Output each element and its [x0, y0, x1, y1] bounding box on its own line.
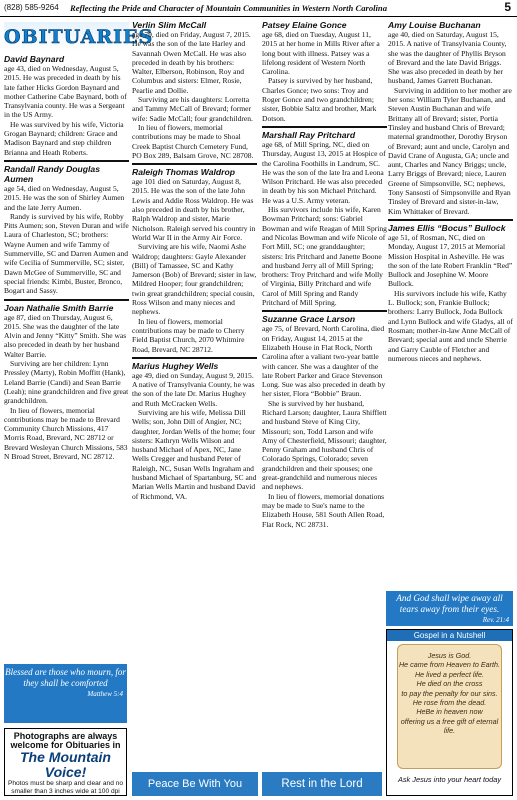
- obituary-paragraph: age 75, of Brevard, North Carolina, died on Friday, August 14, 2015 at the Elizabeth House in Flat Rock, North Carolina after a valiant two-year battle with cancer. She was a daughter of the late Robert Parker and Grace Stevenson Long. Sue was also preceded in death by her sister, Flora “Bobbie” Braun.: [262, 324, 386, 399]
- obituary-name: Raleigh Thomas Waldrop: [132, 167, 235, 178]
- blessed-verse-box: [4, 664, 127, 723]
- obituary-paragraph: His survivors include his wife, Karen Bowman Pritchard; sons: Gabriel Bowman and wife Reagan of Mill Spring and Nicolas Bowman and wife Nicole of Fort Mill, SC; one granddaughter; sisters: Iris Pritchard and Janette Boone and husband Jerry all of Mill Spring; brothers: Troy Pritchard and wife Molly of Virginia, Billy Pritchard and wife Carol of Mill Spring and Randy Pritchard of Mill Spring.: [262, 205, 387, 308]
- obituary-paragraph: He was survived by his wife, Victoria Grogan Baynard; children: Grace and Madison Baynard and step children Brianna and Heath Roberts.: [4, 119, 124, 157]
- obituary-name: Randall Randy Douglas Aumen: [4, 163, 100, 184]
- rest-banner: Rest in the Lord: [262, 772, 382, 796]
- gospel-scroll: [397, 644, 502, 769]
- header-tagline: Reflecting the Pride and Character of Mountain Communities in Western North Carolina: [70, 3, 387, 13]
- obituary-paragraph: age 43, died on Wednesday, August 5, 2015. He was preceded in death by his late father Hicks Gordon Baynard and mother Catherine Cabe Baynard, both of Transylvania county. He was a Sergeant in the US Army.: [4, 64, 127, 120]
- gospel-line: He lived a perfect life.: [414, 669, 485, 679]
- blessed-verse-ref: Matthew 5:4: [87, 690, 123, 698]
- obituary-divider: [388, 219, 513, 221]
- obituary-paragraph: age 51, of Rosman, NC, died on Monday, August 17, 2015 at Memorial Mission Hospital in Asheville. He was the son of the late Robert Franklin “Red” Bullock and Josephine W. Moore Bullock.: [388, 232, 513, 289]
- obituary-name: James Ellis “Bocus” Bullock: [388, 222, 506, 233]
- revelation-verse-box: [386, 591, 513, 626]
- obituary-paragraph: age 79, died on Friday, August 7, 2015. He was the son of the late Harley and Savannah Owen McCall. He was also preceded in death by his brothers: Walter, Elberson, Robinson, Roy and Columbus and sisters: Elmer, Rosie, Pearlie and Dollie.: [132, 30, 251, 95]
- photo-notice-box: [4, 728, 127, 796]
- obituary-divider: [132, 163, 257, 165]
- obituaries-masthead: OBITUARIES: [4, 22, 129, 52]
- obituary-paragraph: In lieu of flowers, memorial contributions may be made to Shoal Creek Baptist Church Cemetery Fund, PO Box 289, Balsam Grove, NC 28708.: [132, 122, 254, 160]
- gospel-footer: Ask Jesus into your heart today: [397, 775, 502, 784]
- obituary-paragraph: age 49, died on Sunday, August 9, 2015. A native of Transylvania County, he was the son of the late Dr. Marius Hughey and Ruth McCracken Wells.: [132, 370, 255, 408]
- gospel-title: Gospel in a Nutshell: [387, 630, 512, 641]
- obituary-paragraph: age 40, died on Saturday, August 15, 2015. A native of Transylvania County, she was the daughter of Phyllis Bryson of Brevard and the late David Briggs. She was also preceded in death by her husband, James Garrett Buchanan.: [388, 30, 507, 86]
- obituary-divider: [4, 160, 129, 162]
- obituary-paragraph: In lieu of flowers, memorial donations may be made to Sue's name to the Elizabeth House, 581 South Allen Road, Flat Rock, NC 28731.: [262, 491, 385, 529]
- obituary-paragraph: Randy is survived by his wife, Robby Pitts Aumen; son, Steven Duran and wife Laura of Charleston, SC; brothers: Wayne Aumen and wife Tammy of Summerville, SC and Darren Aumen and wife Cecilia of Summerville, SC; sister, Dawn McGee of Summerville, SC and special friends: Kimbi, Buster, Bronco, Bogart and Sassy.: [4, 211, 129, 296]
- column-1: [4, 18, 154, 461]
- revelation-verse-text: And God shall wipe away all tears away from their eyes.: [396, 593, 503, 614]
- column-3: [262, 18, 387, 770]
- gospel-line: HeBe in heaven now: [416, 707, 483, 717]
- blessed-verse-text: Blessed are those who mourn, for they shall be comforted: [5, 667, 126, 688]
- obituary-paragraph: His survivors include his wife, Kathy L. Bullock; son, Frankie Bullock; brothers: Larry Bullock, Joda Bullock and Lynn Bullock and wife Gladys, all of Rosman; mother-in-law Anne McCall of Brevard; special aunt and uncle Sherrie and Garry Cauble of Fletcher and numerous nieces and nephews.: [388, 288, 513, 363]
- obituary-name: Amy Louise Buchanan: [388, 20, 481, 30]
- obituary-paragraph: Surviving are his wife, Naomi Ashe Waldrop; daughters: Gayle Alexander (Bill) of Tamassee, SC and Kathy Jamerson (Bob) of Brevard; sister in law, Mildred Hooper; four grandchildren; twin great grandchildren; special cousin, Ross Wilson and many nieces and nephews.: [132, 242, 257, 317]
- page-number: 5: [504, 0, 511, 14]
- obituary-divider: [4, 299, 129, 301]
- obituary-paragraph: age 101 died on Saturday, August 8, 2015. He was the son of the late John Lewis and Addie Ross Waldrop. He was also preceded in death by his brother, Ralph Waldrop and sister, Marie Nicholson. Raleigh served his country in World War II in the Army Air Force.: [132, 177, 256, 242]
- obituary-name: Suzanne Grace Larson: [262, 314, 356, 325]
- obituary-divider: [262, 310, 387, 312]
- gospel-box: [386, 629, 513, 796]
- gospel-line: He died on the cross: [416, 679, 483, 689]
- gospel-line: He rose from the dead.: [412, 698, 487, 708]
- obituary-paragraph: age 54, died on Wednesday, August 5, 2015. He was the son of Shirley Aumen and the late Jerry Aumen.: [4, 183, 125, 212]
- obituary-paragraph: Surviving are his wife, Melissa Dill Wells; son, John Dill of Angier, NC; daughter, Jordan Wells of the home; four sisters: Kathryn Wells Wilson and husband Michael of Apex, NC, Jane Wells Cregger and husband Peter of Raleigh, NC, Susan Wells Ingraham and husband Michael of Spartanburg, SC and Marian Wells Martin and husband David of Richmond, VA.: [132, 407, 257, 501]
- gospel-line: to pay the penalty for our sins.: [401, 688, 498, 698]
- gospel-line: offering us a free gift of eternal life.: [400, 716, 499, 736]
- gospel-line: He came from Heaven to Earth.: [398, 660, 501, 670]
- obituary-paragraph: age 68, of Mill Spring, NC, died on Thursday, August 13, 2015 at Hospice of the Carolina Foothills in Landrum, SC. He was the son of the late Ira and Leona Wilson Pritchard. He was also preceded in death by his son Michael Pritchard. He was a U.S. Army veteran.: [262, 139, 386, 205]
- revelation-verse-ref: Rev. 21:4: [482, 616, 509, 624]
- obituary-name: Verlin Slim McCall: [132, 20, 207, 30]
- obituary-paragraph: She is survived by her husband, Richard Larson; daughter, Laura Shifflett and husband Steve of King City, Missouri; son, Todd Larson and wife Amy of Chesterfield, Missouri; daughter, Penny Graham and husband Chris of Colorado Springs, Colorado; seven grandchildren and their spouses; one great-grandchild and numerous nieces and nephews.: [262, 398, 387, 492]
- gospel-line: Jesus is God.: [427, 651, 472, 660]
- peace-banner: Peace Be With You: [132, 772, 258, 796]
- obituary-paragraph: age 87, died on Thursday, August 6, 2015. She was the daughter of the late Alvin and Jenny “Kitty” Smith. She was also preceded in death by her husband Walter Barrie.: [4, 312, 127, 359]
- obituary-paragraph: Surviving in addition to her mother are her sons: William Tyler Buchanan, and Steven Austin Buchanan and wife Brittany all of Brevard; sister, Portia Tinsley and husband Chris of Brevard; maternal grandmother, Dorothy Bryson of Brevard; aunt and uncle, Carolyn and David Crane of Augusta, GA; uncle and aunt, Charles and Nancy Briggs; uncle, Larry Briggs of Brevard; niece, Lauren Greene of Simpsonville, SC; nephews, Tony Sansosti of Simpsonville and Ryan Tinsley of Brevard and sister-in-law, Kim Whittaker of Brevard.: [388, 85, 512, 216]
- obituary-divider: [262, 126, 387, 128]
- obituary-paragraph: age 68, died on Tuesday, August 11, 2015 at her home in Mills River after a long bout with illness. Patsey was a lifelong resident of Western North Carolina.: [262, 30, 380, 77]
- obituary-paragraph: Surviving are her children: Lynn Pressley (Marty), Robin Moffitt (Hank), Leland Barrie (Candi) and Sean Barrie (Leah); nine grandchildren and five great grandchildren.: [4, 359, 129, 406]
- mountain-voice-logo: The Mountain Voice!: [20, 749, 111, 780]
- column-2: [132, 18, 257, 770]
- obituary-name: Marshall Ray Pritchard: [262, 129, 356, 140]
- obituary-paragraph: Surviving are his daughters: Lorretta and Tammy McCall of Brevard; former wife: Sadie McCall; four grandchildren.: [132, 95, 253, 123]
- photo-notice-line1: Photographs are always welcome for Obituaries in: [10, 731, 121, 750]
- header-phone: (828) 585-9264: [4, 3, 59, 12]
- obituary-name: Marius Hughey Wells: [132, 360, 219, 371]
- obituary-paragraph: Patsey is survived by her husband, Charles Gonce; two sons: Troy and Roger Gonce and two grandchildren; sister, Bobbie Saltz and brother, Mark Dotson.: [262, 76, 377, 123]
- page-header: [0, 0, 517, 17]
- obituary-name: Patsey Elaine Gonce: [262, 20, 347, 30]
- obituary-paragraph: In lieu of flowers, memorial contributions may be made to Brevard Community Church Missions, 417 Morris Road, Brevard, NC 28712 or Brevard Wesleyan Church Missions, 583 N Broad Street, Brevard, NC 28712.: [4, 405, 128, 461]
- obituary-divider: [132, 357, 257, 359]
- obituary-name: David Baynard: [4, 54, 65, 64]
- obituary-paragraph: In lieu of flowers, memorial contributions may be made to Cherry Field Baptist Church, 2070 Whitmire Road, Brevard, NC 28712.: [132, 316, 245, 354]
- photo-notice-line2: Photos must be sharp and clear and no smaller than 3 inches wide at 100 dpi: [7, 780, 124, 795]
- column-4: [388, 18, 513, 589]
- obituary-name: Joan Nathalie Smith Barrie: [4, 302, 114, 313]
